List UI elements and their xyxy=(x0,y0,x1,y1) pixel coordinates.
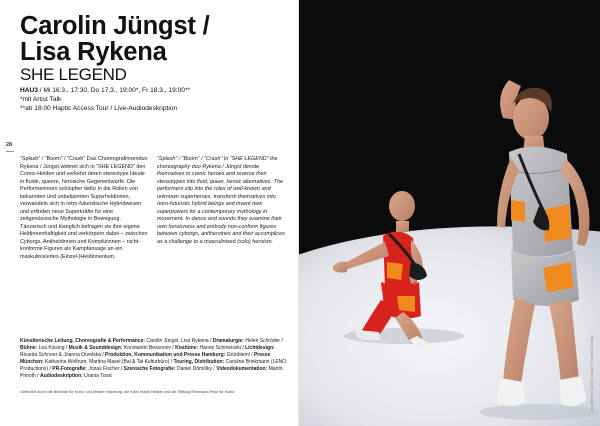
credit-role: Künstlerische Leitung, Choreografie & Performance: xyxy=(20,338,146,344)
left-page xyxy=(0,0,298,426)
page-title xyxy=(20,13,209,65)
title-line-2: Lisa Rykena xyxy=(20,38,167,66)
dates-line-2: *mit Artist Talk xyxy=(20,96,62,103)
credit-names: Helen Schröder / xyxy=(243,338,283,344)
credit-names: Ricarda Schnoor & Joanna Orzelska / xyxy=(20,352,106,358)
credit-role: Touring, Distribution: xyxy=(173,359,225,365)
credit-names: Grünbleml / xyxy=(225,352,254,358)
credit-role: Lichtdesign: xyxy=(245,345,275,351)
credit-names: Carolin Jüngst, Lisa Rykena / xyxy=(145,338,213,344)
credit-role: Bühne: xyxy=(20,345,38,351)
credit-names: Katharina Wolfrum, Martina Masel (Bal & Tal Kulturbüro) / xyxy=(43,359,174,365)
description-english: “Splash” / “Boom” / “Crash” In “SHE LEGEND” the choreography duo Rykena / Jüngst devote themselves to comic heroes and reverse their stereotypes into fluid, queer, heroic alternatives. The performers slip into the roles of well-known and unknown superheroes, transform themselves into retro-futuristic hybrid beings and invent new superpowers for a contemporary mythology in movement. In dance and sounds they examine their own heroicness and embody non-conform figures between cyborgs, antiheroines and their accomplices as a challenge to a masculinised (solo) heroism. xyxy=(157,156,285,245)
date-times: / Mi 16.3., 17:30, Do 17.3., 19:00*, Fr 18.3., 19:00** xyxy=(37,87,191,94)
credit-role: Szenische Fotografie: xyxy=(123,366,176,372)
funding-note: Gefördert durch die Behörde für Kultur und Medien Hamburg, die Karin Maria Hebbel und die Stiftung Rheinland-Pfalz für Kultur. xyxy=(20,390,236,394)
production-title: SHE LEGEND xyxy=(20,65,127,84)
credit-role: Videodokumentation: xyxy=(216,366,268,372)
stage-photo-illustration xyxy=(299,0,600,426)
page-number-rule xyxy=(6,151,14,152)
credit-names: Hanne Schmeisski / xyxy=(198,345,246,351)
credit-role: Produktion, Kommunikation und Presse Hamburg: xyxy=(105,352,226,358)
page-number: 28 xyxy=(6,142,13,148)
photo-credit: Lisa Rykena, Carolin Jüngst / © Daniel Dömölky xyxy=(590,335,594,412)
credit-role: PR-Fotografie: xyxy=(52,366,87,372)
credit-names: Konstantin Bessonov / xyxy=(122,345,176,351)
credit-role: Musik & Sounddesign: xyxy=(68,345,123,351)
credit-names: Jonas Fischer / xyxy=(86,366,124,372)
stage-photo xyxy=(299,0,600,426)
credit-names: Urania Tossi xyxy=(82,373,112,379)
title-line-1: Carolin Jüngst / xyxy=(20,12,210,40)
dates-line-1 xyxy=(20,86,290,95)
description-german: “Splash” / “Boom” / “Crash” Das Choreografinnenduo Rykena / Jüngst widmet sich in “SHE LEGEND” den Comic-Helden und verkehrt deren stereotype Ideale in fluide, queere, heroische Gegenentwürfe. Die Performerinnen schlüpfen dafür in die Rollen von bekannten und unbekannten Superheldinnen, verwandeln sich in retro-futuristische Hybridwesen und erfinden neue Superkräfte für eine zeitgenössische Mythologie in Bewegung. Tänzerisch und klanglich befragen sie ihre eigene Heldinnenhaftigkeit und verkörpern dabei – zwischen Cyborgs, Antiheldinnen und Komplizinnen – nicht-konforme Figuren als Kampfansage an ein maskulinisiertes (Einzel-)Heldinnentum. xyxy=(20,156,148,260)
credit-role: Dramaturgie: xyxy=(212,338,244,344)
credit-role: Presse München: xyxy=(20,352,271,365)
credits-block xyxy=(20,338,292,380)
dates-line-3: **ab 18:00 Haptic Access Tour / Live-Audiodeskription xyxy=(20,105,178,112)
credit-names: Martin Prinoth / xyxy=(20,366,283,379)
credit-names: Daniel Dömölky / xyxy=(175,366,217,372)
performance-dates xyxy=(20,86,290,113)
credit-names: Lea Kissing / xyxy=(37,345,69,351)
credit-role: Kostüme: xyxy=(175,345,199,351)
credit-role: Audiodeskription: xyxy=(40,373,83,379)
venue-name: HAU3 xyxy=(20,87,38,94)
credit-names: Caroline Brinkmann (LENO Productions) / xyxy=(20,359,287,372)
